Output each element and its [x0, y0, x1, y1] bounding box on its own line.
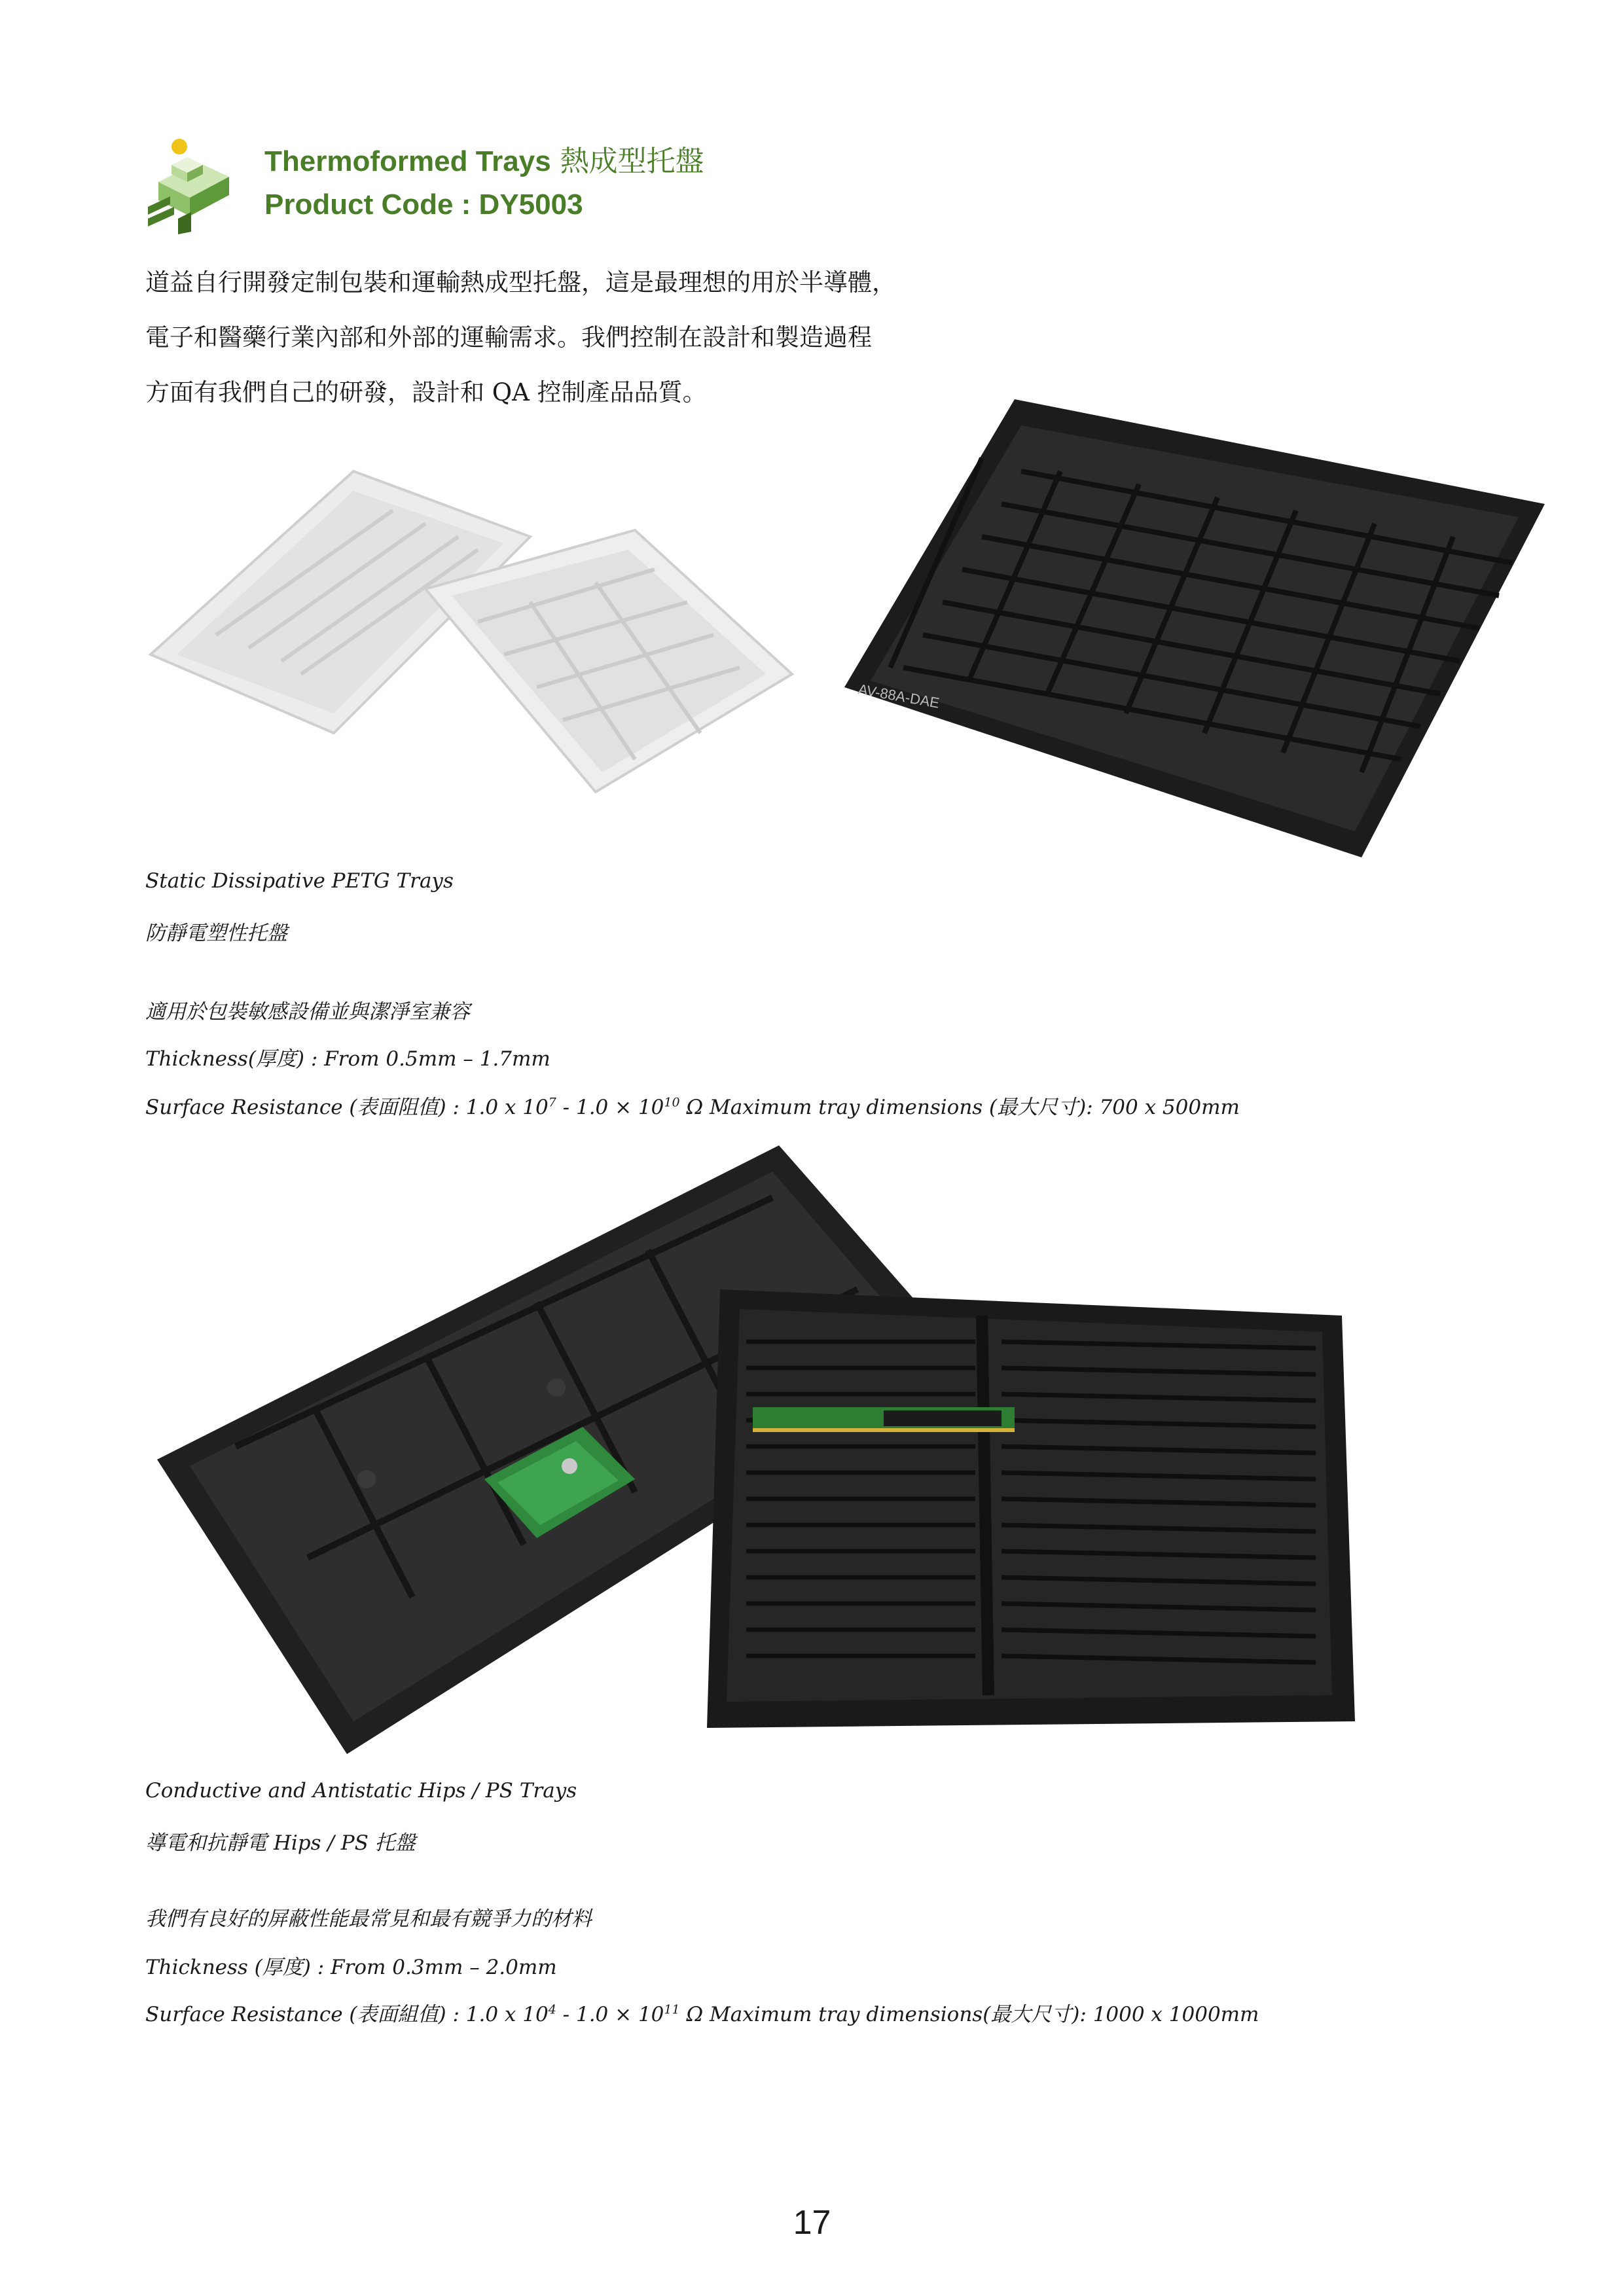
section1-thickness: Thickness(厚度) : From 0.5mm – 1.7mm	[145, 1047, 550, 1071]
section1-name-en: Static Dissipative PETG Trays	[145, 869, 454, 893]
section2-resistance	[145, 1998, 1259, 2027]
page-title	[264, 140, 704, 226]
intro-line: 電子和醫藥行業內部和外部的運輸需求。我們控制在設計和製造過程	[145, 323, 872, 351]
resistance-exponent-low: 7	[548, 1095, 556, 1110]
section2-thickness: Thickness (厚度) : From 0.3mm – 2.0mm	[145, 1956, 557, 1979]
resistance-label: Surface Resistance (表面阻值) : 1.0 x 10	[145, 1096, 549, 1119]
intro-line: 方面有我們自己的研發，設計和 QA 控制產品品質。	[145, 378, 707, 406]
resistance-dimensions: Ω Maximum tray dimensions(最大尺寸): 1000 x 1000mm	[679, 2003, 1259, 2026]
section1-usage: 適用於包裝敏感設備並與潔淨室兼容	[145, 1000, 470, 1024]
resistance-exponent-high: 11	[664, 2002, 680, 2017]
title-english: Thermoformed Trays	[264, 145, 551, 177]
black-dimm-tray-photo	[700, 1276, 1355, 1734]
resistance-exponent-low: 4	[548, 2002, 556, 2017]
section1-resistance	[145, 1090, 1240, 1120]
tray-label: AV-88A-DAE	[857, 681, 941, 711]
company-logo-icon	[145, 136, 230, 234]
resistance-range: - 1.0 × 10	[556, 1096, 664, 1119]
section2-name-zh: 導電和抗靜電 Hips / PS 托盤	[145, 1831, 416, 1855]
product-code: Product Code : DY5003	[264, 188, 583, 221]
page-number: 17	[793, 2204, 831, 2242]
section2-name-en: Conductive and Antistatic Hips / PS Trays	[145, 1779, 577, 1803]
section1-name-zh: 防靜電塑性托盤	[145, 922, 287, 945]
title-chinese: 熱成型托盤	[560, 145, 704, 178]
resistance-label: Surface Resistance (表面組值) : 1.0 x 10	[145, 2003, 549, 2026]
resistance-range: - 1.0 × 10	[556, 2003, 664, 2026]
white-petg-trays-photo	[137, 458, 805, 812]
section2-usage: 我們有良好的屏蔽性能最常見和最有競爭力的材料	[145, 1907, 592, 1931]
resistance-dimensions: Ω Maximum tray dimensions (最大尺寸): 700 x 500mm	[679, 1096, 1240, 1119]
resistance-exponent-high: 10	[664, 1095, 680, 1110]
black-petg-tray-photo	[825, 393, 1545, 864]
intro-line: 道益自行開發定制包裝和運輸熱成型托盤，這是最理想的用於半導體，	[145, 268, 896, 296]
